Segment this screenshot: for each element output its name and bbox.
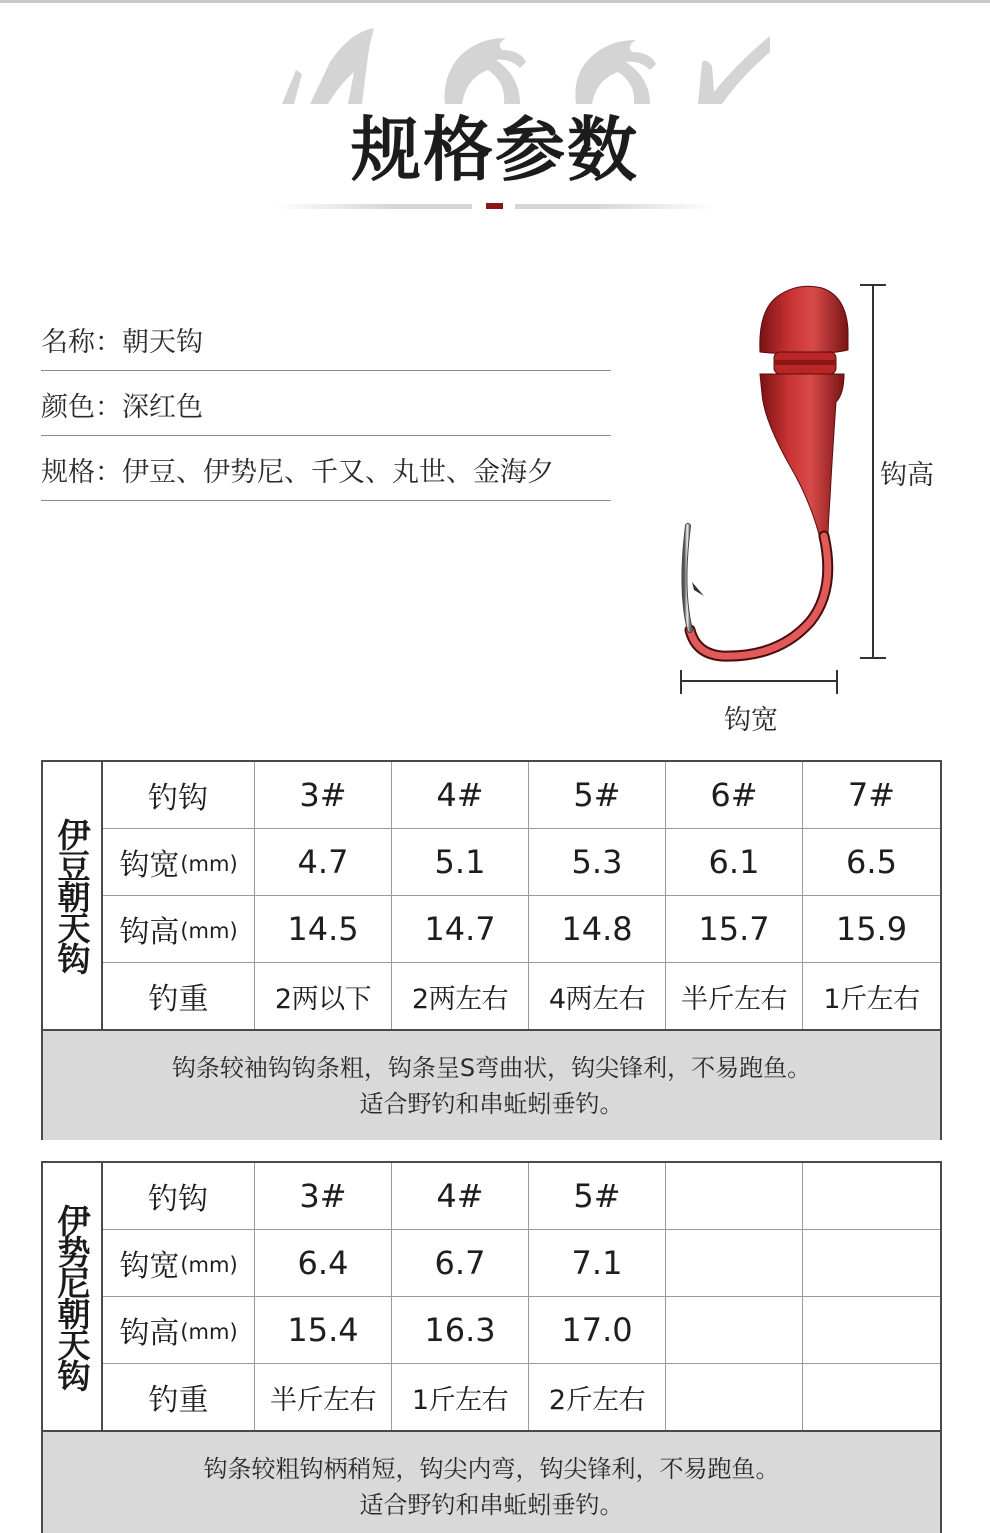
hook-diagram: [660, 270, 960, 740]
table-cell: 5#: [529, 1163, 666, 1229]
brush-watermark-decoration: [270, 22, 770, 104]
description-line: 钩条较袖钩钩条粗，钩条呈S弯曲状，钩尖锋利，不易跑鱼。: [171, 1053, 812, 1082]
table-cell: [666, 1364, 803, 1430]
table-cell: 6.5: [846, 843, 897, 881]
table-cell: 14.5: [255, 896, 392, 962]
table-cell: [803, 1297, 940, 1363]
table-cell: 5#: [529, 762, 666, 828]
table-title-text: 伊豆朝天钩: [52, 818, 92, 973]
spec-value: 伊豆、伊势尼、千又、丸世、金海夕: [122, 456, 554, 488]
table-cell: 6.4: [255, 1230, 392, 1296]
table-cell: 3#: [255, 762, 392, 828]
hook-height-label: 钩高: [880, 460, 934, 491]
table-cell: 4#: [392, 762, 529, 828]
table-title-text: 伊势尼朝天钩: [52, 1203, 92, 1390]
top-divider: [0, 0, 990, 3]
table-description: [43, 1029, 940, 1140]
spec-table-izu: [41, 760, 942, 1140]
spec-label: 名称：: [41, 326, 122, 358]
table-cell: 3#: [255, 1163, 392, 1229]
table-cell: 5.1: [392, 829, 529, 895]
row-header: 钩宽 (mm): [103, 1230, 255, 1296]
row-header: 钓钩: [103, 1163, 255, 1229]
table-row-height: [103, 896, 940, 963]
row-header: 钓重: [103, 963, 255, 1029]
title-underline-accent: [486, 203, 503, 209]
table-row-size: [103, 762, 940, 829]
row-header: 钩高 (mm): [103, 1297, 255, 1363]
table-cell: 14.7: [392, 896, 529, 962]
table-cell: 17.0: [529, 1297, 666, 1363]
table-cell: 15.7: [666, 896, 803, 962]
table-cell: 15.9: [835, 910, 908, 948]
row-header: 钓钩: [103, 762, 255, 828]
spec-row-color: [41, 371, 611, 436]
title-underline-left: [272, 204, 472, 209]
table-cell: 14.8: [529, 896, 666, 962]
table-cell: [666, 1163, 803, 1229]
title-underline-right: [515, 204, 715, 209]
row-header: 钩高 (mm): [103, 896, 255, 962]
spec-row-models: [41, 436, 611, 501]
table-cell: 7#: [847, 776, 896, 814]
table-cell: 2斤左右: [529, 1364, 666, 1430]
table-cell: [803, 1163, 940, 1229]
spec-table-ise: [41, 1161, 942, 1533]
table-row-height: [103, 1297, 940, 1364]
table-side-title: [43, 1163, 103, 1430]
table-row-weight: [103, 1364, 940, 1430]
table-cell: 5.3: [529, 829, 666, 895]
description-line: 钩条较粗钩柄稍短，钩尖内弯，钩尖锋利，不易跑鱼。: [203, 1454, 780, 1483]
table-cell: 16.3: [392, 1297, 529, 1363]
hook-width-label: 钩宽: [724, 705, 778, 736]
table-cell: 1斤左右: [823, 983, 920, 1015]
table-row-size: [103, 1163, 940, 1230]
table-cell: 4#: [392, 1163, 529, 1229]
spec-row-name: [41, 306, 611, 371]
table-cell: 4.7: [255, 829, 392, 895]
product-spec-list: [41, 306, 611, 501]
table-cell: 6.7: [392, 1230, 529, 1296]
description-line: 适合野钓和串蚯蚓垂钓。: [359, 1089, 624, 1118]
table-cell: 2两左右: [392, 963, 529, 1029]
table-cell: 4两左右: [529, 963, 666, 1029]
table-description: [43, 1430, 940, 1533]
description-line: 适合野钓和串蚯蚓垂钓。: [359, 1490, 624, 1519]
table-cell: [666, 1297, 803, 1363]
table-cell: 7.1: [529, 1230, 666, 1296]
table-cell: 2两以下: [255, 963, 392, 1029]
table-cell: [803, 1230, 940, 1296]
table-cell: 半斤左右: [666, 963, 803, 1029]
spec-label: 颜色：: [41, 391, 122, 423]
table-cell: 半斤左右: [255, 1364, 392, 1430]
spec-value: 深红色: [122, 391, 203, 423]
table-row-width: [103, 1230, 940, 1297]
table-cell: 6#: [666, 762, 803, 828]
table-cell: 1斤左右: [392, 1364, 529, 1430]
row-header: 钩宽 (mm): [103, 829, 255, 895]
table-row-width: [103, 829, 940, 896]
row-header: 钓重: [103, 1364, 255, 1430]
table-cell: [666, 1230, 803, 1296]
table-cell: [803, 1364, 940, 1430]
table-row-weight: [103, 963, 940, 1029]
page-title: 规格参数: [351, 109, 639, 191]
table-side-title: [43, 762, 103, 1029]
fishing-hook-icon: [660, 270, 960, 740]
table-cell: 15.4: [255, 1297, 392, 1363]
spec-label: 规格：: [41, 456, 122, 488]
spec-value: 朝天钩: [122, 326, 203, 358]
table-cell: 6.1: [666, 829, 803, 895]
